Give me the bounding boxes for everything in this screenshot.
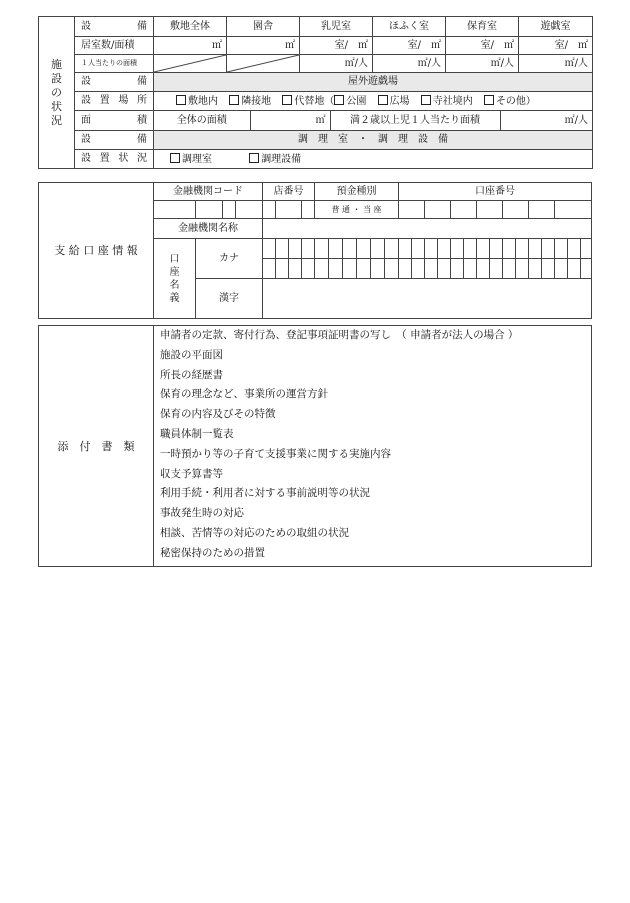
opt-park[interactable]: 公園: [334, 96, 366, 107]
checkbox-icon[interactable]: [176, 95, 186, 105]
outdoor-equipment-label: 設 備: [75, 73, 154, 92]
branch-digit-1[interactable]: [263, 201, 276, 219]
kana-char-50[interactable]: [581, 259, 592, 279]
kana-char-37[interactable]: [412, 259, 425, 279]
area-label: 面 積: [75, 111, 154, 131]
kana-char-14[interactable]: [438, 239, 451, 259]
account-no-header: 口座番号: [399, 183, 592, 201]
kana-char-3[interactable]: [289, 239, 302, 259]
opt-square[interactable]: 広場: [378, 96, 410, 107]
attachment-item: 施設の平面図: [160, 348, 223, 361]
col-nursery-room: 保育室: [446, 17, 519, 37]
facility-table: [38, 16, 593, 169]
kitchen-equipment-label: 設 備: [75, 131, 154, 150]
attachment-item: 相談、苦情等の対応のための取組の状況: [160, 526, 349, 539]
bank-code-header: 金融機関コード: [154, 183, 263, 201]
bank-code-digit-2[interactable]: [196, 201, 223, 219]
kana-char-36[interactable]: [399, 259, 412, 279]
kana-char-44[interactable]: [503, 259, 516, 279]
checkbox-icon[interactable]: [249, 153, 259, 163]
play-room-per-person-field[interactable]: ㎡/人: [519, 55, 593, 73]
checkbox-icon[interactable]: [170, 153, 180, 163]
kana-char-30[interactable]: [315, 259, 329, 279]
opt-other[interactable]: その他）: [484, 95, 536, 107]
checkbox-icon[interactable]: [421, 95, 431, 105]
branch-no-header: 店番号: [263, 183, 315, 201]
kana-char-29[interactable]: [302, 259, 315, 279]
install-status-label: 設 置 状 況: [75, 150, 154, 169]
col-whole-site: 敷地全体: [154, 17, 227, 37]
kana-char-25[interactable]: [581, 239, 592, 259]
account-digit-3[interactable]: [451, 201, 477, 219]
account-digit-2[interactable]: [425, 201, 451, 219]
attachments-list: [154, 326, 592, 567]
kana-char-32[interactable]: [343, 259, 357, 279]
account-digit-1[interactable]: [399, 201, 425, 219]
kana-char-35[interactable]: [385, 259, 399, 279]
kanji-label: 漢字: [196, 279, 263, 319]
install-status-options: [154, 150, 593, 169]
attachments-table: [38, 325, 592, 567]
account-digit-4[interactable]: [477, 201, 503, 219]
area-row: [154, 111, 593, 131]
building-per-person-disabled: [227, 55, 300, 73]
opt-substitute[interactable]: 代替地（: [282, 95, 334, 107]
kana-char-27[interactable]: [276, 259, 289, 279]
bank-code-digit-4[interactable]: [236, 201, 263, 219]
kana-char-26[interactable]: [263, 259, 276, 279]
row-per-person-label: １人当たりの面積: [75, 55, 154, 73]
kana-char-47[interactable]: [542, 259, 555, 279]
crawling-room-area-field[interactable]: 室/ ㎡: [373, 37, 446, 55]
kana-char-19[interactable]: [503, 239, 516, 259]
kana-char-4[interactable]: [302, 239, 315, 259]
kana-char-20[interactable]: [516, 239, 529, 259]
kana-char-5[interactable]: [315, 239, 329, 259]
holder-label: 口座名義: [154, 239, 196, 319]
nursery-room-area-field[interactable]: 室/ ㎡: [446, 37, 519, 55]
age2-area-label: 満２歳以上児１人当たり面積: [330, 111, 500, 130]
kanji-name-field[interactable]: [263, 279, 592, 319]
attachment-item: 保育の理念など、事業所の運営方針: [160, 388, 328, 401]
kana-char-49[interactable]: [568, 259, 581, 279]
col-building: 園舎: [227, 17, 300, 37]
kana-char-39[interactable]: [438, 259, 451, 279]
attachments-section-label: 添 付 書 類: [39, 326, 154, 567]
install-place-options: [154, 92, 593, 111]
opt-kitchen-room[interactable]: 調理室: [170, 154, 212, 165]
nursery-room-per-person-field[interactable]: ㎡/人: [446, 55, 519, 73]
row-rooms-label: 居室数/面積: [75, 37, 154, 55]
kana-label: カナ: [196, 239, 263, 279]
outdoor-playground-title: 屋外遊戯場: [154, 73, 593, 92]
bank-name-label: 金融機関名称: [154, 219, 263, 239]
col-crawling-room: ほふく室: [373, 17, 446, 37]
kana-char-33[interactable]: [357, 259, 371, 279]
attachment-item: 職員体制一覧表: [160, 427, 234, 440]
kana-char-9[interactable]: [371, 239, 385, 259]
infant-room-per-person-field[interactable]: ㎡/人: [300, 55, 373, 73]
kana-char-15[interactable]: [451, 239, 464, 259]
opt-shrine[interactable]: 寺社境内: [421, 96, 473, 107]
attachment-item: 事故発生時の対応: [160, 507, 244, 520]
attachment-item: 保育の内容及びその特徴: [160, 408, 276, 421]
kana-char-18[interactable]: [490, 239, 503, 259]
infant-room-area-field[interactable]: 室/ ㎡: [300, 37, 373, 55]
kana-char-31[interactable]: [329, 259, 343, 279]
kana-char-28[interactable]: [289, 259, 302, 279]
kana-char-42[interactable]: [477, 259, 490, 279]
kana-char-7[interactable]: [343, 239, 357, 259]
kana-char-21[interactable]: [529, 239, 542, 259]
site-area-field[interactable]: ㎡: [154, 37, 227, 55]
kitchen-title: 調 理 室 ・ 調 理 設 備: [154, 131, 593, 150]
attachment-item: 所長の経歴書: [160, 368, 223, 381]
kana-char-45[interactable]: [516, 259, 529, 279]
checkbox-icon[interactable]: [484, 95, 494, 105]
account-digit-5[interactable]: [503, 201, 529, 219]
kana-char-2[interactable]: [276, 239, 289, 259]
kana-char-43[interactable]: [490, 259, 503, 279]
kana-char-24[interactable]: [568, 239, 581, 259]
kana-char-10[interactable]: [385, 239, 399, 259]
deposit-type-values[interactable]: 普 通 ・ 当 座: [315, 201, 399, 219]
total-area-label: 全体の面積: [154, 111, 250, 130]
row-equipment-label: 設 備: [75, 17, 154, 37]
opt-adjacent[interactable]: 隣接地: [229, 96, 271, 107]
kana-char-22[interactable]: [542, 239, 555, 259]
building-area-field[interactable]: ㎡: [227, 37, 300, 55]
facility-section-label: 施設の状況: [39, 17, 75, 169]
kana-char-41[interactable]: [464, 259, 477, 279]
play-room-area-field[interactable]: 室/ ㎡: [519, 37, 593, 55]
account-section-label: 支 給 口 座 情 報: [39, 183, 154, 319]
age2-area-field[interactable]: ㎡/人: [564, 114, 588, 126]
attachment-item: 一時預かり等の子育て支援事業に関する実施内容: [160, 447, 391, 460]
opt-on-site[interactable]: 敷地内: [176, 96, 218, 107]
checkbox-icon[interactable]: [334, 95, 344, 105]
kana-char-1[interactable]: [263, 239, 276, 259]
kana-char-34[interactable]: [371, 259, 385, 279]
attachment-item: 申請者の定款、寄付行為、登記事項証明書の写し （ 申請者が法人の場合 ）: [160, 329, 519, 341]
col-play-room: 遊戯室: [519, 17, 593, 37]
col-infant-room: 乳児室: [300, 17, 373, 37]
checkbox-icon[interactable]: [378, 95, 388, 105]
total-area-field[interactable]: ㎡: [250, 111, 330, 130]
kana-char-46[interactable]: [529, 259, 542, 279]
kana-char-23[interactable]: [555, 239, 568, 259]
checkbox-icon[interactable]: [282, 95, 292, 105]
opt-kitchen-equipment[interactable]: 調理設備: [249, 154, 301, 165]
kana-char-11[interactable]: [399, 239, 412, 259]
attachment-item: 秘密保持のための措置: [160, 546, 265, 559]
kana-char-6[interactable]: [329, 239, 343, 259]
bank-name-field[interactable]: [263, 219, 592, 239]
account-table: [38, 182, 592, 319]
kana-char-17[interactable]: [477, 239, 490, 259]
branch-digit-2[interactable]: [276, 201, 302, 219]
kana-char-38[interactable]: [425, 259, 438, 279]
account-digit-7[interactable]: [555, 201, 592, 219]
attachment-item: 利用手続・利用者に対する事前説明等の状況: [160, 487, 370, 500]
bank-code-digit-1[interactable]: [154, 201, 196, 219]
kana-char-16[interactable]: [464, 239, 477, 259]
attachment-item: 収支予算書等: [160, 467, 223, 480]
branch-digit-3[interactable]: [302, 201, 315, 219]
deposit-type-header: 預金種別: [315, 183, 399, 201]
install-place-label: 設 置 場 所: [75, 92, 154, 111]
kana-char-40[interactable]: [451, 259, 464, 279]
kana-char-12[interactable]: [412, 239, 425, 259]
site-per-person-disabled: [154, 55, 227, 73]
crawling-room-per-person-field[interactable]: ㎡/人: [373, 55, 446, 73]
kana-char-48[interactable]: [555, 259, 568, 279]
kana-char-13[interactable]: [425, 239, 438, 259]
kana-char-8[interactable]: [357, 239, 371, 259]
account-digit-6[interactable]: [529, 201, 555, 219]
bank-code-digit-3[interactable]: [223, 201, 236, 219]
checkbox-icon[interactable]: [229, 95, 239, 105]
